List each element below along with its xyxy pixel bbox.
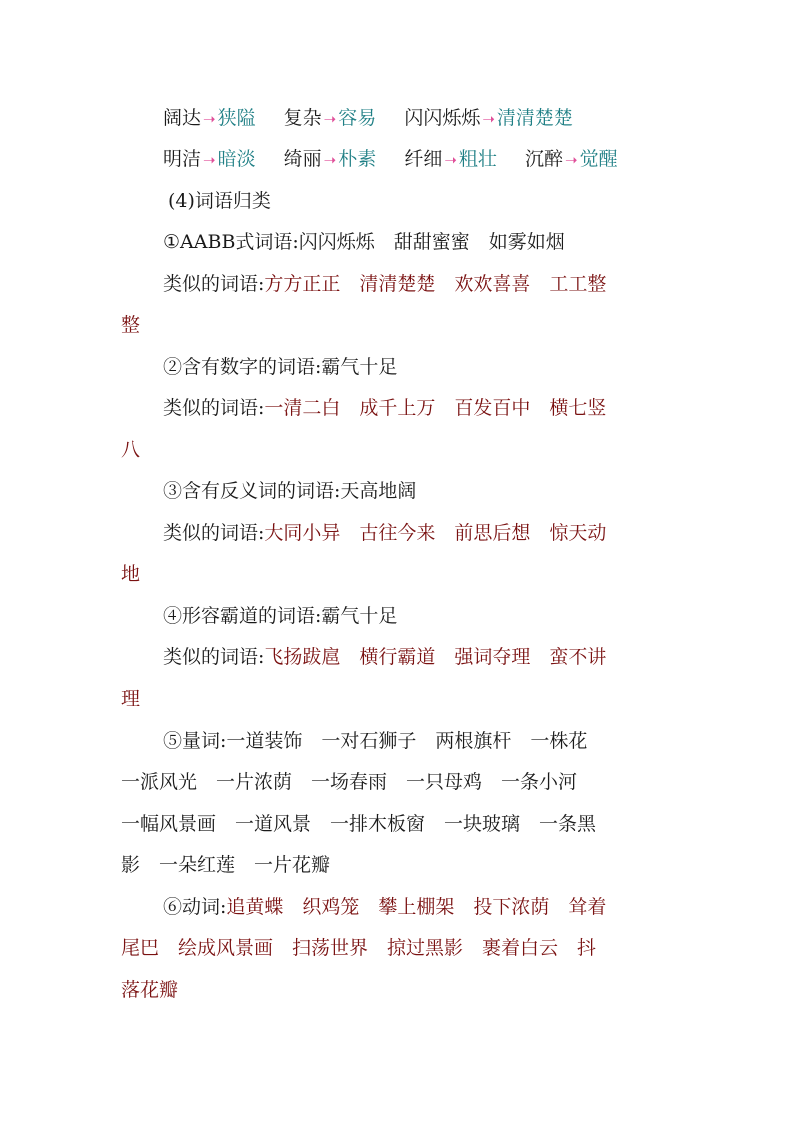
similar-words: 飞扬跋扈 横行霸道 强词夺理 蛮不讲 [264,646,607,668]
similar-words-cont-3: 地 [121,563,141,585]
arrow-icon: ➝ [564,151,578,169]
verbs-line-1 [163,893,606,921]
antonym-source-word: 沉醉 [524,148,563,170]
similar-words: 一清二白 成千上万 百发百中 横七竖 [264,397,607,419]
verbs-line-3: 落花瓣 [121,979,179,1001]
group-heading-1: ①AABB式词语:闪闪烁烁 甜甜蜜蜜 如雾如烟 [163,231,565,253]
similar-words-line-3 [163,519,606,547]
arrow-icon: ➝ [323,151,337,169]
group-heading-2: ②含有数字的词语:霸气十足 [163,356,398,378]
antonym-source-word: 纤细 [404,148,443,170]
antonym-target-word: 狭隘 [217,107,256,129]
antonym-target-word: 觉醒 [579,148,618,170]
antonym-row-1 [163,104,573,133]
antonym-row-2 [163,145,618,174]
antonym-source-word: 闪闪烁烁 [404,107,481,129]
similar-label: 类似的词语: [163,397,265,419]
measure-words-line-3: 一幅风景画 一道风景 一排木板窗 一块玻璃 一条黑 [121,813,597,835]
verbs-line-2: 尾巴 绘成风景画 扫荡世界 掠过黑影 裹着白云 抖 [121,937,597,959]
similar-words-line-1 [163,270,606,298]
similar-words-cont-4: 理 [121,688,141,710]
measure-words-line-4: 影 一朵红莲 一片花瓣 [121,854,331,876]
verbs-words: 追黄蝶 织鸡笼 攀上棚架 投下浓荫 耸着 [226,896,607,918]
antonym-target-word: 朴素 [338,148,377,170]
similar-label: 类似的词语: [163,646,265,668]
arrow-icon: ➝ [444,151,457,169]
similar-words-line-2 [163,394,606,422]
antonym-target-word: 暗淡 [217,148,256,170]
arrow-icon: ➝ [323,110,337,128]
group-heading-3: ③含有反义词的词语:天高地阔 [163,480,417,502]
antonym-target-word: 容易 [338,107,377,129]
similar-words-line-4 [163,643,606,671]
similar-words: 方方正正 清清楚楚 欢欢喜喜 工工整 [264,273,607,295]
group-heading-4: ④形容霸道的词语:霸气十足 [163,605,398,627]
antonym-source-word: 明洁 [163,148,202,170]
similar-words-cont-1: 整 [121,314,141,336]
antonym-target-word: 粗壮 [458,148,497,170]
measure-words-line-1 [163,727,587,755]
antonym-source-word: 复杂 [283,107,322,129]
antonym-target-word: 清清楚楚 [496,107,573,129]
antonym-source-word: 阔达 [163,107,202,129]
measure-words-line-2: 一派风光 一片浓荫 一场春雨 一只母鸡 一条小河 [121,771,578,793]
similar-words: 大同小异 古往今来 前思后想 惊天动 [264,522,607,544]
arrow-icon: ➝ [203,110,216,128]
measure-words: 一道装饰 一对石狮子 两根旗杆 一株花 [226,730,588,752]
measure-label: ⑤量词: [163,730,227,752]
arrow-icon: ➝ [482,110,495,128]
similar-words-cont-2: 八 [121,439,141,461]
verbs-label: ⑥动词: [163,896,227,918]
antonym-source-word: 绮丽 [283,148,322,170]
section-title: (4)词语归类 [168,190,271,212]
similar-label: 类似的词语: [163,522,265,544]
arrow-icon: ➝ [203,151,216,169]
similar-label: 类似的词语: [163,273,265,295]
